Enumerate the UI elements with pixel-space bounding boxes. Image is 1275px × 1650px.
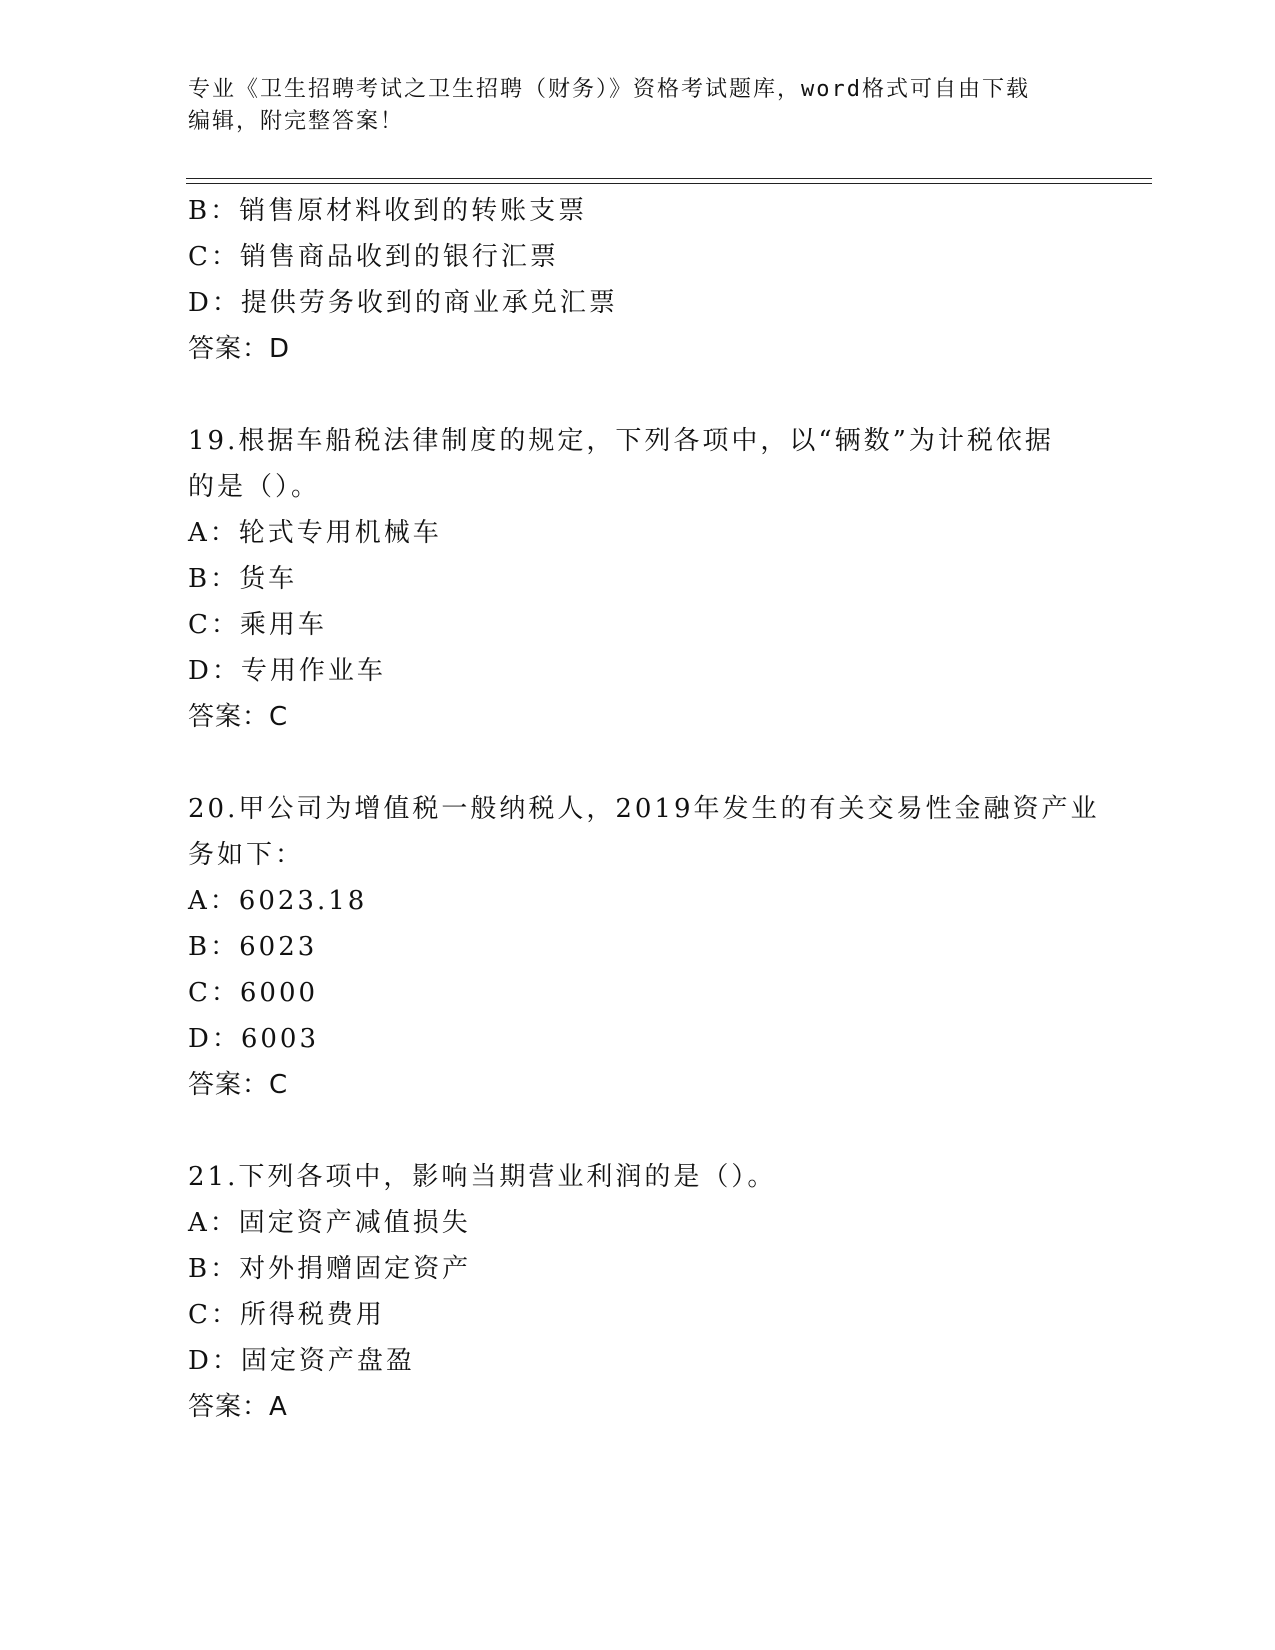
spacer — [188, 1108, 1088, 1154]
q18-option-b: B：销售原材料收到的转账支票 — [188, 196, 588, 226]
question-content — [188, 188, 1100, 1430]
spacer — [188, 372, 1088, 418]
q20-option-a: A：6023.18 — [188, 886, 368, 916]
q20-option-b: B：6023 — [188, 932, 318, 962]
q20-stem-line-1: 20.甲公司为增值税一般纳税人，2019年发生的有关交易性金融资产业 — [188, 794, 1100, 824]
header-divider-top — [186, 178, 1152, 179]
q21-answer: 答案：A — [188, 1392, 288, 1422]
q19-option-c: C：乘用车 — [188, 610, 327, 640]
q18-option-d: D：提供劳务收到的商业承兑汇票 — [188, 288, 618, 318]
q20-option-d: D：6003 — [188, 1024, 320, 1054]
q18-answer: 答案：D — [188, 334, 291, 364]
q20-option-c: C：6000 — [188, 978, 319, 1008]
header-line-2: 编辑，附完整答案！ — [188, 109, 405, 134]
spacer — [188, 740, 1088, 786]
q21-option-a: A：固定资产减值损失 — [188, 1208, 471, 1238]
q19-stem-line-1: 19.根据车船税法律制度的规定，下列各项中，以“辆数”为计税依据 — [188, 426, 1054, 456]
document-header — [188, 74, 1068, 138]
q20-stem-line-2: 务如下： — [188, 840, 305, 870]
q18-option-c: C：销售商品收到的银行汇票 — [188, 242, 559, 272]
q19-answer: 答案：C — [188, 702, 289, 732]
q21-option-b: B：对外捐赠固定资产 — [188, 1254, 472, 1284]
q19-option-d: D：专用作业车 — [188, 656, 386, 686]
q20-answer: 答案：C — [188, 1070, 289, 1100]
header-divider-bottom — [186, 183, 1152, 184]
q19-option-a: A：轮式专用机械车 — [188, 518, 442, 548]
q19-stem-line-2: 的是（）。 — [188, 472, 321, 502]
q21-stem: 21.下列各项中，影响当期营业利润的是（）。 — [188, 1162, 777, 1192]
q19-option-b: B：货车 — [188, 564, 298, 594]
q21-option-d: D：固定资产盘盈 — [188, 1346, 415, 1376]
header-line-1: 专业《卫生招聘考试之卫生招聘（财务）》资格考试题库，word格式可自由下载 — [188, 77, 1030, 102]
q21-option-c: C：所得税费用 — [188, 1300, 385, 1330]
